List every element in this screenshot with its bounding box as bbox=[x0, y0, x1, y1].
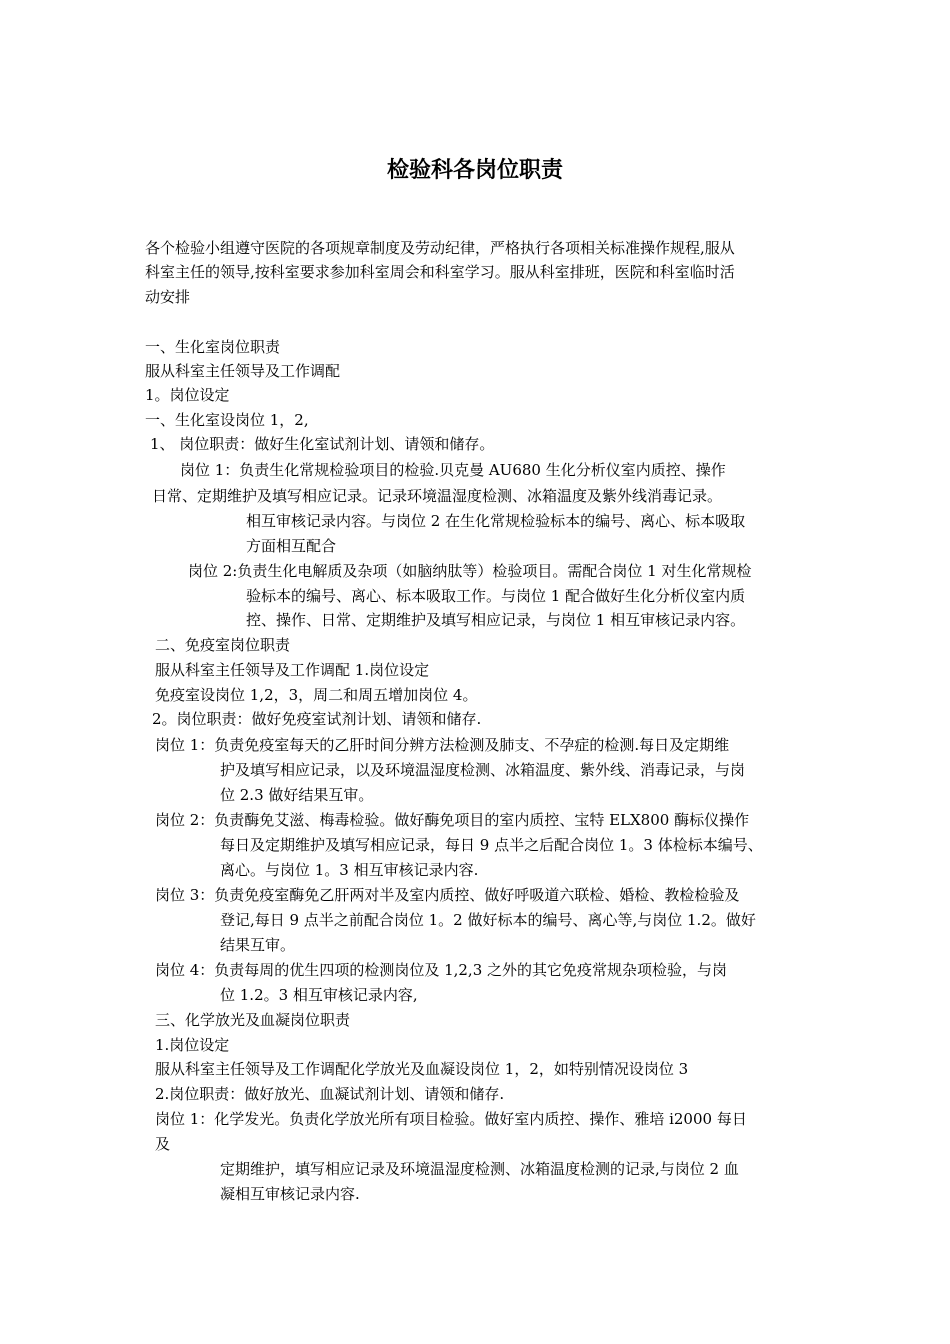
text-line: 免疫室设岗位 1,2，3，周二和周五增加岗位 4。 bbox=[155, 686, 478, 704]
text-line: 1.岗位设定 bbox=[155, 1036, 230, 1054]
text-line: 控、操作、日常、定期维护及填写相应记录，与岗位 1 相互审核记录内容。 bbox=[246, 611, 746, 629]
text-line: 每日及定期维护及填写相应记录，每日 9 点半之后配合岗位 1。3 体检标本编号、 bbox=[220, 836, 763, 854]
text-line: 岗位 1：负责免疫室每天的乙肝时间分辨方法检测及肺支、不孕症的检测.每日及定期维 bbox=[155, 736, 730, 754]
text-line: 离心。与岗位 1。3 相互审核记录内容. bbox=[220, 861, 479, 879]
text-line: 岗位 1：负责生化常规检验项目的检验.贝克曼 AU680 生化分析仪室内质控、操作 bbox=[180, 461, 726, 479]
text-line: 各个检验小组遵守医院的各项规章制度及劳动纪律，严格执行各项相关标准操作规程,服从 bbox=[145, 239, 735, 257]
text-line: 岗位 1：化学发光。负责化学放光所有项目检验。做好室内质控、操作、雅培 i2000 每日 bbox=[155, 1110, 747, 1128]
section-heading: 二、免疫室岗位职责 bbox=[155, 636, 291, 654]
document-title: 检验科各岗位职责 bbox=[386, 157, 563, 183]
text-line: 位 2.3 做好结果互审。 bbox=[220, 786, 374, 804]
text-line: 及 bbox=[155, 1135, 171, 1153]
text-line: 服从科室主任领导及工作调配化学放光及血凝设岗位 1，2，如特别情况设岗位 3 bbox=[155, 1060, 689, 1078]
text-line: 定期维护，填写相应记录及环境温湿度检测、冰箱温度检测的记录,与岗位 2 血 bbox=[220, 1160, 739, 1178]
text-line: 凝相互审核记录内容. bbox=[220, 1185, 360, 1203]
text-line: 2。岗位职责：做好免疫室试剂计划、请领和储存. bbox=[152, 710, 482, 728]
text-line: 相互审核记录内容。与岗位 2 在生化常规检验标本的编号、离心、标本吸取 bbox=[246, 512, 746, 530]
text-line: 结果互审。 bbox=[220, 936, 296, 954]
text-line: 动安排 bbox=[145, 288, 191, 306]
text-line: 1、 岗位职责：做好生化室试剂计划、请领和储存。 bbox=[150, 435, 495, 453]
text-line: 方面相互配合 bbox=[246, 537, 337, 555]
text-line: 登记,每日 9 点半之前配合岗位 1。2 做好标本的编号、离心等,与岗位 1.2。做好 bbox=[220, 911, 756, 929]
text-line: 1。岗位设定 bbox=[145, 386, 230, 404]
text-line: 位 1.2。3 相互审核记录内容, bbox=[220, 986, 418, 1004]
text-line: 岗位 2:负责生化电解质及杂项（如脑纳肽等）检验项目。需配合岗位 1 对生化常规检 bbox=[188, 562, 752, 580]
text-line: 岗位 4：负责每周的优生四项的检测岗位及 1,2,3 之外的其它免疫常规杂项检验，与岗 bbox=[155, 961, 728, 979]
text-line: 服从科室主任领导及工作调配 bbox=[145, 362, 341, 380]
text-line: 岗位 3：负责免疫室酶免乙肝两对半及室内质控、做好呼吸道六联检、婚检、教检检验及 bbox=[155, 886, 740, 904]
text-line: 2.岗位职责：做好放光、血凝试剂计划、请领和储存. bbox=[155, 1085, 505, 1103]
text-line: 验标本的编号、离心、标本吸取工作。与岗位 1 配合做好生化分析仪室内质 bbox=[246, 587, 746, 605]
section-heading: 一、生化室岗位职责 bbox=[145, 338, 281, 356]
text-line: 一、生化室设岗位 1，2, bbox=[145, 411, 309, 429]
text-line: 日常、定期维护及填写相应记录。记录环境温湿度检测、冰箱温度及紫外线消毒记录。 bbox=[152, 487, 723, 505]
section-heading: 三、化学放光及血凝岗位职责 bbox=[155, 1011, 351, 1029]
text-line: 服从科室主任领导及工作调配 1.岗位设定 bbox=[155, 661, 430, 679]
text-line: 科室主任的领导,按科室要求参加科室周会和科室学习。服从科室排班，医院和科室临时活 bbox=[145, 263, 735, 281]
text-line: 岗位 2：负责酶免艾滋、梅毒检验。做好酶免项目的室内质控、宝特 ELX800 酶标仪操作 bbox=[155, 811, 750, 829]
text-line: 护及填写相应记录，以及环境温湿度检测、冰箱温度、紫外线、消毒记录，与岗 bbox=[220, 761, 746, 779]
